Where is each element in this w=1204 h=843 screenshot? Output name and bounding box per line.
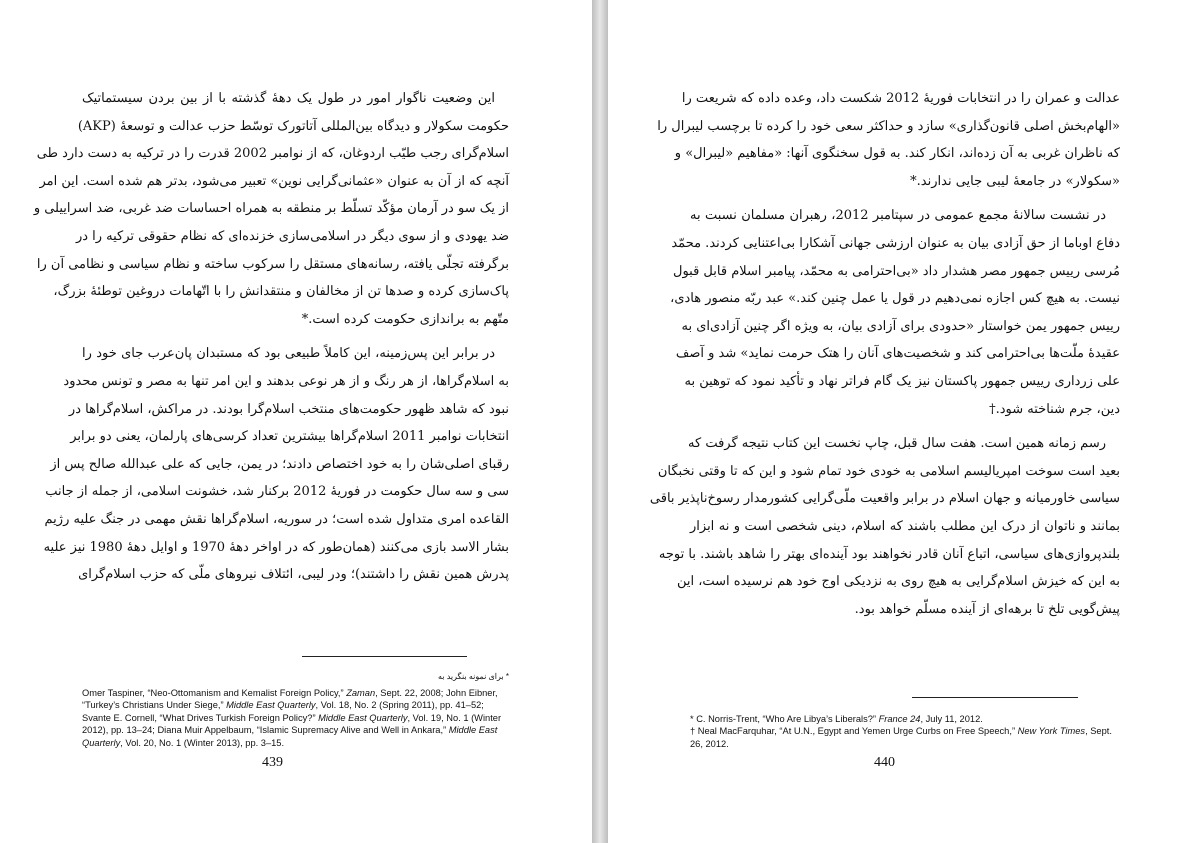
- text-line: عقیدهٔ ملّت‌ها بی‌احترامی کند و شخصیت‌های آنان را هتک حرمت نماید» شد و آصف: [675, 346, 1120, 362]
- text-line: در برابر این پس‌زمینه، این کاملاً طبیعی بود که مستبدان پان‌عرب جای خود را: [82, 346, 495, 362]
- right-page: [608, 0, 1204, 843]
- text-line: بعید است سوخت امپریالیسم اسلامی به خودی خود تمام شود و این که تا وقتی نخبگان: [657, 463, 1120, 479]
- text-line: اسلام‌گرای رجب طیّب اردوغان، که از نوامبر 2002 قدرت را در ترکیه به دست دارد طی: [36, 146, 509, 162]
- text-line: القاعده امری متداول شده است؛ در سوریه، اسلام‌گراها نقش مهمی در جنگ علیه رژیم: [44, 511, 509, 527]
- text-line: نیست. به هیچ کس اجازه نمی‌دهیم در قول یا عمل چنین کند.» عبد ربّه منصور هادی،: [670, 291, 1120, 307]
- paragraph-gap: [690, 423, 1120, 430]
- book-gutter: [592, 0, 608, 843]
- footnote-line: † Neal MacFarquhar, “At U.N., Egypt and Yemen Urge Curbs on Free Speech,” New York Times, Sept.: [690, 726, 1112, 737]
- footnote-line: * C. Norris-Trent, “Who Are Libya’s Liberals?” France 24, July 11, 2012.: [690, 714, 983, 724]
- text-line: رییس جمهور یمن خواستار «حدودی برای آزادی بیان، به ویژه اگر چنین آزادی‌ای به: [681, 318, 1120, 334]
- text-line: پیش‌گویی تلخ تا برهه‌ای از آینده مسلّم خواهد بود.: [854, 601, 1120, 617]
- footnote-line: Omer Taspiner, “Neo-Ottomanism and Kemalist Foreign Policy,” Zaman, Sept. 22, 2008; John Eibner,: [82, 688, 498, 698]
- text-line: آنچه که از آن به عنوان «عثمانی‌گرایی نوین» تعبیر می‌شود، بدتر هم شده است. این امر: [39, 173, 509, 189]
- text-line: پاک‌سازی کرده و صدها تن از مخالفان و منتقدانش را با اتّهامات دروغین توطئهٔ بزرگ،: [53, 284, 509, 300]
- text-line: رقبای اصلی‌شان را به خود اختصاص دادند؛ در یمن، جایی که علی عبدالله صالح پس از: [50, 456, 509, 472]
- text-line: عدالت و عمران را در انتخابات فوریهٔ 2012 شکست داد، وعده داده که شریعت را: [681, 91, 1120, 106]
- text-line: بشار الاسد بازی می‌کنند (همان‌طور که در اواخر دههٔ 1970 و اوایل دههٔ 1980 نیز علیه: [43, 539, 509, 555]
- text-line: به این که خیزش اسلام‌گرایی به هیچ روی به نزدیکی اوج خود هم نرسیده است، این: [676, 574, 1120, 590]
- text-line: این وضعیت ناگوار امور در طول یک دههٔ گذشته با از بین بردن سیستماتیک: [82, 91, 495, 106]
- text-line: بلندپروازی‌های سیاسی، اتباع آنان قادر نخواهند بود آینده‌ای بهتر را شاهد باشند. با توجه: [658, 546, 1120, 562]
- text-line: نبود که شاهد ظهور حکومت‌های منتخب اسلام‌گرا بودند. در مراکش، اسلام‌گراها در: [68, 401, 509, 417]
- text-line: سیاسی خاورمیانه و جهان اسلام در برابر واقعیت ملّی‌گرایی کشورمدار رسوخ‌ناپذیر باقی: [649, 491, 1120, 507]
- footnote-divider: [912, 697, 1078, 698]
- footnote-references: [690, 713, 1130, 750]
- text-line: سی و سه سال حکومت در فوریهٔ 2012 برکنار شد، خشونت اسلامی، از جمله از جانب: [45, 484, 509, 500]
- text-line: در نشست سالانهٔ مجمع عمومی در سپتامبر 2012، رهبران مسلمان نسبت به: [690, 208, 1106, 224]
- text-line: حکومت سکولار و دیدگاه بین‌المللی آتاتورک توسّط حزب عدالت و توسعهٔ (AKP): [77, 118, 509, 134]
- text-line: ضد یهودی و از سوی دیگر در اسلامی‌سازی خزنده‌ای که نظام حقوقی ترکیه را در: [75, 228, 509, 244]
- footnote-references: [82, 687, 517, 749]
- footnote-persian: * برای نمونه بنگرید به: [437, 672, 509, 681]
- text-line: به اسلام‌گراها، از هر رنگ و از هر نوعی بدهند و این امر تنها به مصر و تونس محدود: [63, 373, 509, 389]
- footnote-line: Quarterly, Vol. 20, No. 1 (Winter 2013), pp. 3–15.: [82, 737, 285, 748]
- footnote-line: Svante E. Cornell, “What Drives Turkish Foreign Policy?” Middle East Quarterly, Vol. 19, No. 1 (Winter: [82, 712, 502, 723]
- text-line: رسم زمانه همین است. هفت سال قبل، چاپ نخست این کتاب نتیجه گرفت که: [688, 436, 1106, 452]
- footnote-line: “Turkey’s Christians Under Siege,” Middle East Quarterly, Vol. 18, No. 2 (Spring 2011), pp. 41–52;: [82, 700, 484, 711]
- left-page: [0, 0, 592, 843]
- text-line: بمانند و ناتوان از درک این مطلب باشند که اسلام، دینی شخصی است و نه ابزار: [690, 518, 1120, 534]
- text-line: دفاع اوباما از حق آزادی بیان به عنوان ارزشی جهانی آشکارا بی‌اعتنایی کردند. محمّد: [671, 235, 1120, 251]
- paragraph-gap: [82, 333, 509, 340]
- left-body-text: [33, 85, 509, 589]
- text-line: انتخابات نوامبر 2011 اسلام‌گراها بیشترین تعداد کرسی‌های پارلمان، یعنی دو برابر: [70, 429, 509, 445]
- right-body-text: [649, 85, 1120, 623]
- footnote-divider: [302, 656, 467, 657]
- page-number: 439: [262, 755, 283, 770]
- text-line: دین، جرم شناخته شود.†: [989, 401, 1120, 417]
- footnote-line: 2012), pp. 13–24; Diana Muir Appelbaum, “Islamic Supremacy Alive and Well in Ankara,” Middle East: [82, 725, 498, 736]
- page-number: 440: [874, 755, 895, 770]
- text-line: برگرفته تجلّی یافته، رسانه‌های مستقل را سرکوب ساخته و نظام سیاسی و نظامی آن را: [36, 256, 509, 272]
- text-line: مُرسی رییس جمهور مصر هشدار داد «بی‌احترامی به محمّد، پیامبر اسلام قابل قبول: [673, 263, 1120, 279]
- text-line: پدرش همین نقش را داشتند)؛ ودر لیبی، ائتلاف نیروهای ملّی که حزب اسلام‌گرای: [78, 567, 509, 583]
- text-line: «الهام‌بخش اصلی قانون‌گذاری» سازد و حداکثر سعی خود را کرده تا برچسب لیبرال را: [657, 118, 1120, 134]
- text-line: «سکولار» در جامعهٔ لیبی جایی ندارند.*: [910, 173, 1120, 189]
- text-line: که ناظران غربی به آن زده‌اند، انکار کند. به قول سخنگوی آنها: «مفاهیم «لیبرال» و: [674, 146, 1120, 162]
- paragraph-gap: [690, 195, 1120, 202]
- footnote-line: 26, 2012.: [690, 738, 729, 749]
- text-line: از یک سو در آرمان مؤکّد تسلّط بر منطقه به همراه احساسات ضد غربی، ضد اسراییلی و: [33, 201, 509, 217]
- text-line: متّهم به براندازی حکومت کرده است.*: [301, 311, 509, 327]
- text-line: علی زرداری رییس جمهور پاکستان نیز یک گام فراتر نهاد و تأکید نمود که توهین به: [684, 373, 1120, 389]
